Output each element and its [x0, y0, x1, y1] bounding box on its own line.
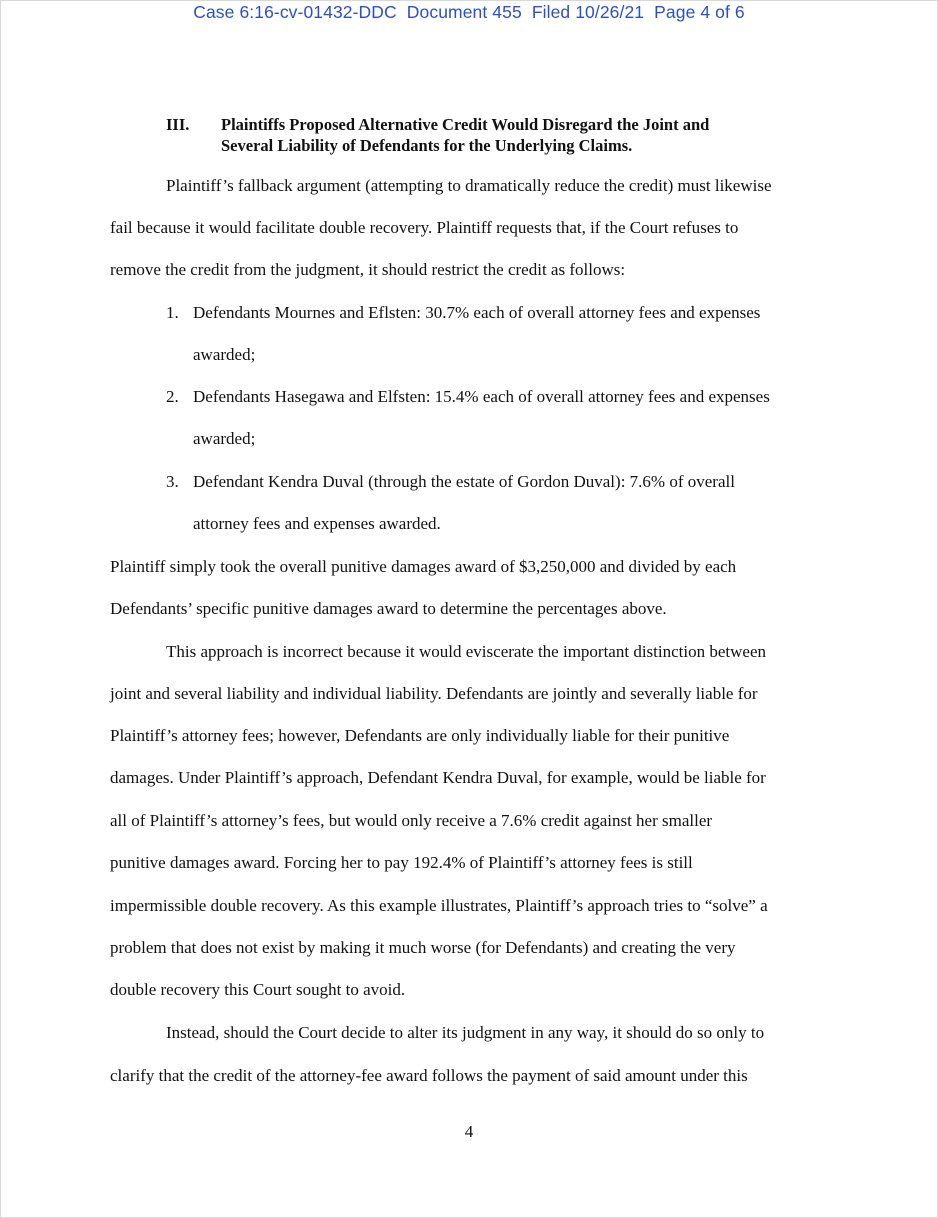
paragraph-line: This approach is incorrect because it would eviscerate the important distinction between [166, 642, 766, 661]
page-indicator: Page 4 of 6 [654, 2, 745, 22]
paragraph-line: double recovery this Court sought to avoid. [110, 980, 406, 999]
list-item-line: Defendant Kendra Duval (through the estate of Gordon Duval): 7.6% of overall [193, 472, 735, 491]
filing-header [0, 2, 938, 23]
paragraph-line: Plaintiff’s attorney fees; however, Defendants are only individually liable for their punitive [110, 726, 730, 745]
section-title-line: Plaintiffs Proposed Alternative Credit Would Disregard the Joint and [221, 115, 710, 134]
list-item-number: 2. [166, 387, 179, 406]
paragraph-line: problem that does not exist by making it much worse (for Defendants) and creating the very [110, 938, 736, 957]
list-item-line: Defendants Hasegawa and Elfsten: 15.4% each of overall attorney fees and expenses [193, 387, 770, 406]
page-number: 4 [464, 1122, 474, 1141]
paragraph-line: Plaintiff’s fallback argument (attempting to dramatically reduce the credit) must likewise [166, 176, 772, 195]
filed-date: Filed 10/26/21 [531, 2, 645, 22]
list-item-line: attorney fees and expenses awarded. [193, 514, 441, 533]
section-title-line: Several Liability of Defendants for the Underlying Claims. [221, 136, 633, 155]
list-item-line: awarded; [193, 345, 256, 364]
paragraph-line: joint and several liability and individual liability. Defendants are jointly and severally liable for [110, 684, 758, 703]
paragraph-line: punitive damages award. Forcing her to pay 192.4% of Plaintiff’s attorney fees is still [110, 853, 693, 872]
paragraph-line: clarify that the credit of the attorney-fee award follows the payment of said amount under this [110, 1066, 748, 1085]
paragraph-line: Defendants’ specific punitive damages award to determine the percentages above. [110, 599, 667, 618]
list-item-line: awarded; [193, 429, 256, 448]
document-number: Document 455 [406, 2, 522, 22]
paragraph-line: Instead, should the Court decide to alter its judgment in any way, it should do so only to [166, 1023, 765, 1042]
list-item-line: Defendants Mournes and Eflsten: 30.7% each of overall attorney fees and expenses [193, 303, 761, 322]
paragraph-line: all of Plaintiff’s attorney’s fees, but would only receive a 7.6% credit against her smaller [110, 811, 713, 830]
paragraph-line: fail because it would facilitate double recovery. Plaintiff requests that, if the Court refuses to [110, 218, 739, 237]
case-number: Case 6:16-cv-01432-DDC [193, 2, 397, 22]
section-title [221, 114, 821, 156]
paragraph-line: damages. Under Plaintiff’s approach, Defendant Kendra Duval, for example, would be liable for [110, 768, 766, 787]
paragraph-line: impermissible double recovery. As this example illustrates, Plaintiff’s approach tries to “solve” a [110, 896, 768, 915]
paragraph-line: remove the credit from the judgment, it should restrict the credit as follows: [110, 260, 626, 279]
list-item-number: 3. [166, 472, 179, 491]
section-number: III. [166, 115, 190, 134]
list-item-number: 1. [166, 303, 179, 322]
paragraph-line: Plaintiff simply took the overall punitive damages award of $3,250,000 and divided by each [110, 557, 737, 576]
